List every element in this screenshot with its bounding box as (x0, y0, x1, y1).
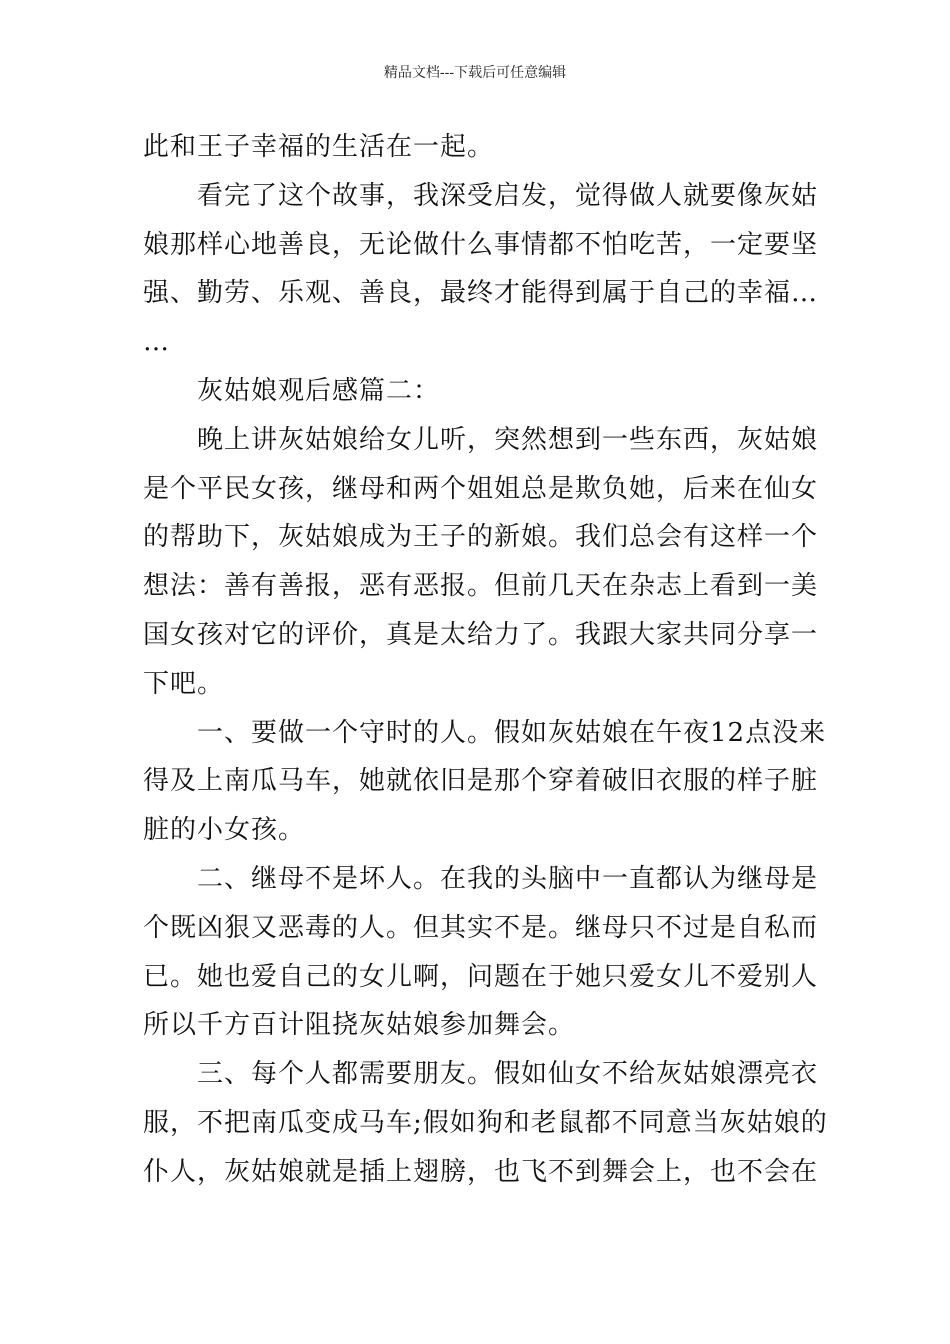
text-line: 二、继母不是坏人。在我的头脑中一直都认为继母是 (197, 863, 819, 894)
text-line: 国女孩对它的评价，真是太给力了。我跟大家共同分享一 (143, 619, 819, 650)
text-line: 下吧。 (143, 668, 225, 699)
text-line: 一、要做一个守时的人。假如灰姑娘在午夜12点没来 (197, 717, 827, 748)
text-line: … (143, 327, 170, 358)
text-line: 服，不把南瓜变成马车;假如狗和老鼠都不同意当灰姑娘的 (143, 1107, 828, 1138)
text-line: 仆人，灰姑娘就是插上翅膀，也飞不到舞会上，也不会在 (143, 1156, 819, 1187)
page-header: 精品文档---下载后可任意编辑 (383, 65, 567, 81)
text-line: 个既凶狠又恶毒的人。但其实不是。继母只不过是自私而 (143, 912, 819, 943)
text-line: 强、勤劳、乐观、善良，最终才能得到属于自己的幸福… (143, 278, 819, 309)
text-line: 此和王子幸福的生活在一起。 (143, 132, 495, 162)
text-line: 所以千方百计阻挠灰姑娘参加舞会。 (143, 1010, 576, 1041)
text-line: 三、每个人都需要朋友。假如仙女不给灰姑娘漂亮衣 (197, 1059, 819, 1090)
text-line: 是个平民女孩，继母和两个姐姐总是欺负她，后来在仙女 (143, 473, 819, 504)
section-heading: 灰姑娘观后感篇二： (197, 375, 441, 406)
text-line: 晚上讲灰姑娘给女儿听，突然想到一些东西，灰姑娘 (197, 424, 819, 455)
text-line: 已。她也爱自己的女儿啊，问题在于她只爱女儿不爱别人 (143, 961, 819, 992)
text-line: 娘那样心地善良，无论做什么事情都不怕吃苦，一定要坚 (143, 229, 819, 260)
document-body (143, 123, 828, 1197)
text-line: 的帮助下，灰姑娘成为王子的新娘。我们总会有这样一个 (143, 522, 819, 553)
text-line: 脏的小女孩。 (143, 815, 306, 846)
text-line: 想法：善有善报，恶有恶报。但前几天在杂志上看到一美 (143, 571, 819, 602)
text-line: 得及上南瓜马车，她就依旧是那个穿着破旧衣服的样子脏 (143, 766, 819, 797)
text-line: 看完了这个故事，我深受启发，觉得做人就要像灰姑 (197, 180, 819, 211)
